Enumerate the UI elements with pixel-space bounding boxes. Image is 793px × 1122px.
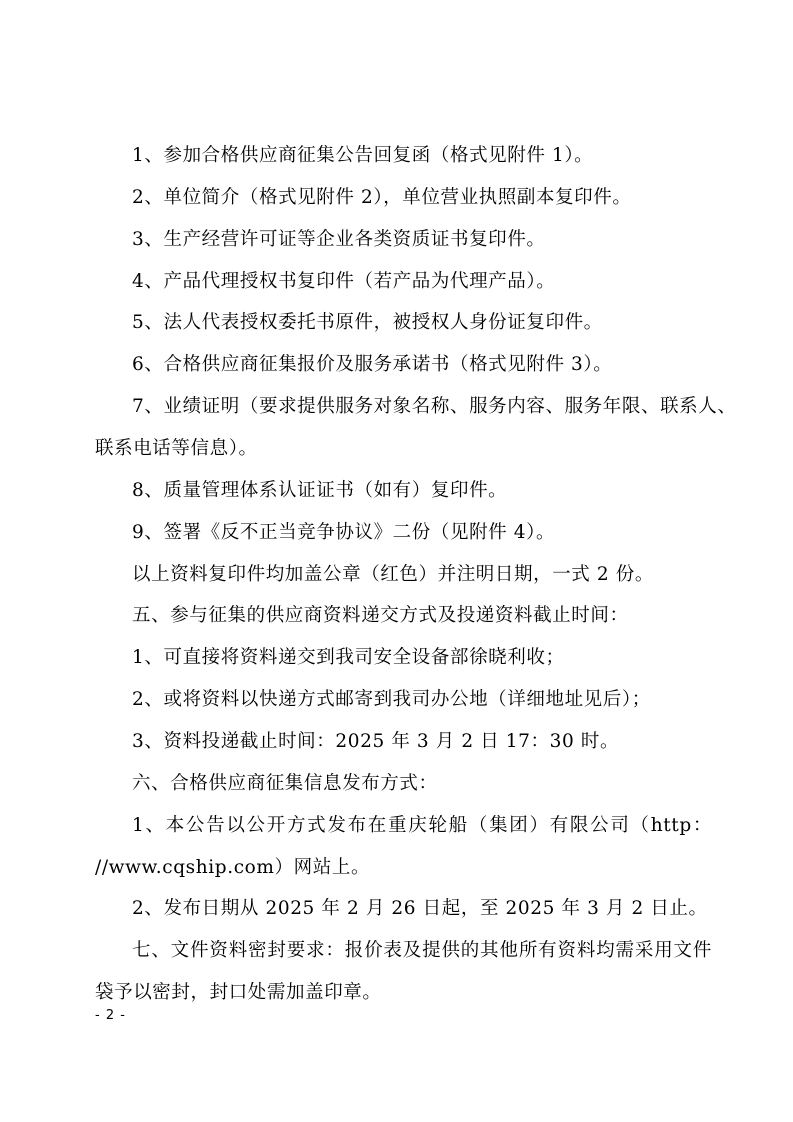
paragraph-line: 1、可直接将资料递交到我司安全设备部徐晓利收； — [132, 647, 565, 668]
paragraph-line: 9、签署《反不正当竞争协议》二份（见附件 4）。 — [132, 522, 556, 543]
paragraph-line: 以上资料复印件均加盖公章（红色）并注明日期，一式 2 份。 — [132, 564, 654, 585]
paragraph-line: 6、合格供应商征集报价及服务承诺书（格式见附件 3）。 — [132, 354, 613, 375]
paragraph-line: 1、参加合格供应商征集公告回复函（格式见附件 1）。 — [132, 145, 594, 166]
paragraph-line: 联系电话等信息）。 — [95, 438, 258, 459]
paragraph-line: 3、生产经营许可证等企业各类资质证书复印件。 — [132, 229, 546, 250]
paragraph-line: 2、单位简介（格式见附件 2），单位营业执照副本复印件。 — [132, 187, 632, 208]
paragraph-line: 5、法人代表授权委托书原件，被授权人身份证复印件。 — [132, 312, 603, 333]
section-heading: 五、参与征集的供应商资料递交方式及投递资料截止时间： — [132, 605, 629, 626]
paragraph-line: 4、产品代理授权书复印件（若产品为代理产品）。 — [132, 271, 556, 292]
paragraph-line: 2、或将资料以快递方式邮寄到我司办公地（详细地址见后）； — [132, 689, 651, 710]
section-heading: 六、合格供应商征集信息发布方式： — [132, 773, 438, 794]
paragraph-line: 8、质量管理体系认证证书（如有）复印件。 — [132, 480, 508, 501]
paragraph-line: //www.cqship.com）网站上。 — [95, 857, 371, 878]
section-heading: 七、文件资料密封要求：报价表及提供的其他所有资料均需采用文件 — [132, 940, 712, 961]
paragraph-line: 1、本公告以公开方式发布在重庆轮船（集团）有限公司（http： — [132, 815, 712, 836]
paragraph-line: 7、业绩证明（要求提供服务对象名称、服务内容、服务年限、联系人、 — [132, 396, 737, 417]
page-number: - 2 - — [95, 1008, 126, 1023]
paragraph-line: 3、资料投递截止时间：2025 年 3 月 2 日 17：30 时。 — [132, 731, 620, 752]
paragraph-line: 袋予以密封，封口处需加盖印章。 — [95, 982, 382, 1003]
paragraph-line: 2、发布日期从 2025 年 2 月 26 日起，至 2025 年 3 月 2 日止。 — [132, 898, 708, 919]
